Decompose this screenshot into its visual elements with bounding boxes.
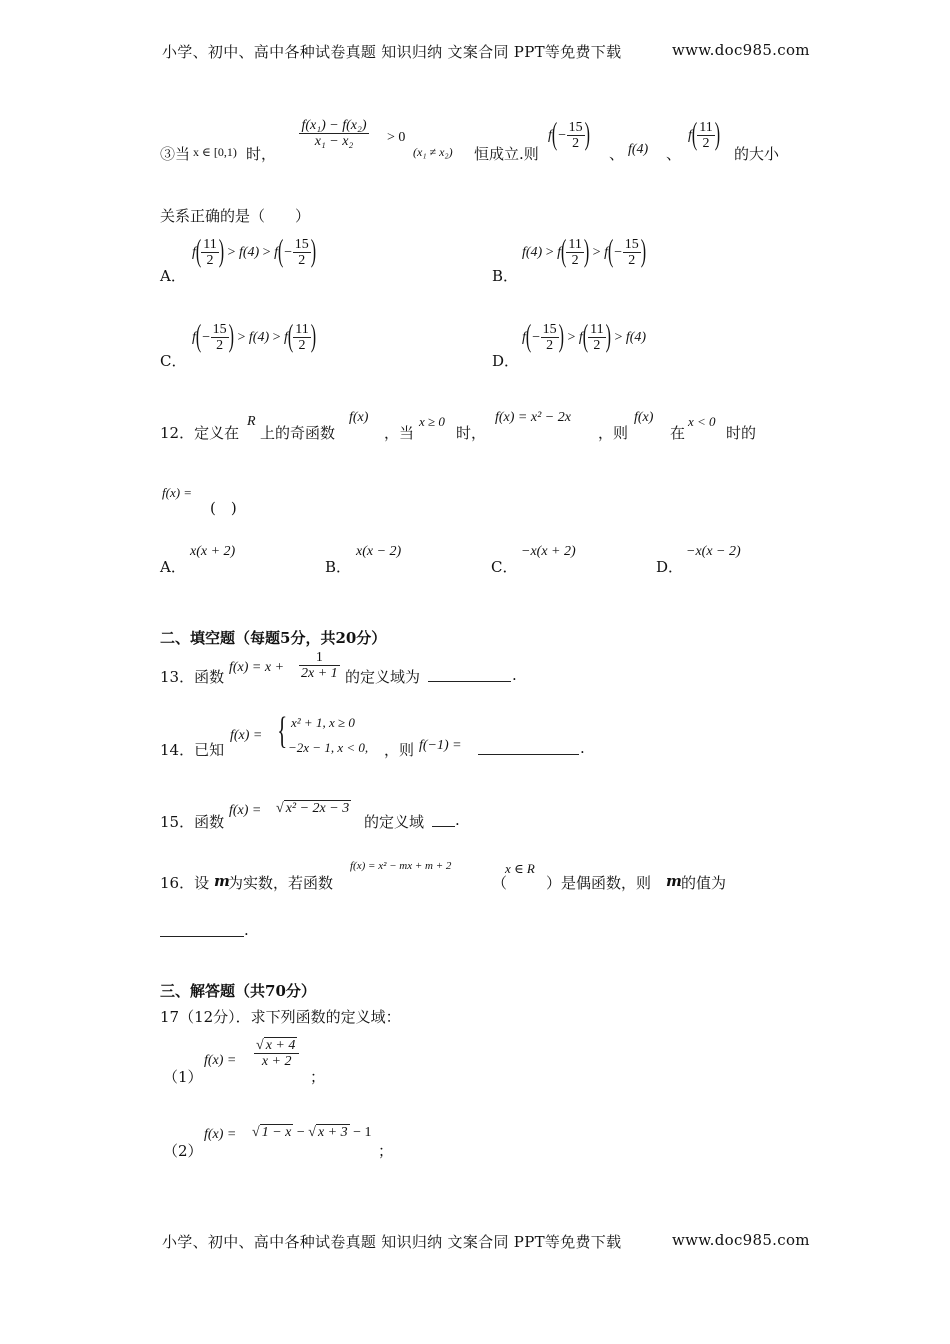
- q12-t1: 上的奇函数: [260, 424, 336, 442]
- q12-opt-b-label[interactable]: B．: [325, 558, 352, 576]
- d2: 2: [298, 338, 306, 354]
- q11-opt-b-label[interactable]: B．: [492, 267, 519, 285]
- q17-p2-label: （2）: [163, 1142, 203, 1160]
- q16-lp: （: [492, 874, 508, 892]
- q16-domain: x ∈ R: [505, 861, 535, 876]
- d2: 2: [216, 338, 224, 354]
- q14-ask: f(−1) =: [419, 738, 462, 753]
- q11-opt-a-label[interactable]: A．: [160, 267, 186, 285]
- q11-circled: ③当: [160, 145, 191, 163]
- n15: 15: [294, 237, 309, 252]
- q15-radicand: x² − 2x − 3: [285, 801, 350, 816]
- q11-opt-a[interactable]: f( $\frac{11}{2}$ ) > f(4) > f(− $\frac{15}{2}$ ): [192, 234, 317, 269]
- q17-p2-tail: − 1: [353, 1125, 372, 1140]
- q12-opt-c[interactable]: −x(x + 2): [521, 544, 576, 559]
- q13-fx: f(x) = x +: [229, 660, 285, 675]
- q12-fx2: f(x): [634, 410, 654, 425]
- n11: 11: [590, 322, 604, 337]
- q12-t3: 时，: [456, 424, 487, 442]
- q17-p1-fx: f(x) =: [204, 1053, 237, 1068]
- q13-frac: [299, 650, 340, 682]
- q13-tail: 的定义域为: [345, 668, 421, 686]
- q11-tail: 的大小: [734, 145, 780, 163]
- q12-opt-a[interactable]: x(x + 2): [190, 544, 236, 559]
- q17-p1-frac: $\frac{√ x + 4}{x + 2}$: [254, 1038, 299, 1070]
- q17-p2-expr: √ 1 − x − √ x + 3 − 1: [252, 1125, 372, 1140]
- d2: 2: [702, 136, 710, 152]
- q15-sqrt: √ x² − 2x − 3: [276, 801, 350, 816]
- q11-expr-1: f(− $\frac{15}{2}$ ): [548, 117, 590, 152]
- q13-num: 13．函数: [160, 668, 225, 686]
- d2: 2: [206, 253, 214, 269]
- n11: 11: [699, 120, 713, 135]
- q12-opt-a-label[interactable]: A．: [160, 558, 186, 576]
- n15: 15: [542, 322, 557, 337]
- q14-brace: {: [277, 710, 288, 752]
- f4: f(4): [238, 245, 260, 261]
- q11-sep1: 、: [609, 145, 625, 163]
- q11-cond: x ∈ [0,1): [193, 145, 237, 159]
- q16-fx: f(x) = x² − mx + m + 2: [350, 860, 452, 872]
- n15: 15: [624, 237, 639, 252]
- q12-t2: ，当: [384, 424, 415, 442]
- q12-t6: 时的: [726, 424, 757, 442]
- q11-expr-3: f( $\frac{11}{2}$ ): [688, 117, 721, 152]
- q11-gt0: > 0: [387, 130, 406, 145]
- q17-p2-minus: −: [296, 1125, 305, 1140]
- q12-num: 12．定义在: [160, 424, 240, 442]
- d2: 2: [572, 136, 580, 152]
- q11-frac-den: x₁ − x₂: [314, 134, 354, 150]
- q11-when: 时，: [246, 145, 277, 163]
- q17-title: 17（12分）．求下列函数的定义域：: [160, 1008, 401, 1026]
- q13-blank[interactable]: [428, 668, 511, 682]
- q11-frac: [284, 118, 384, 150]
- n11: 11: [203, 237, 217, 252]
- f4: f(4): [248, 330, 270, 346]
- q16-num: 16．设: [160, 874, 210, 892]
- q16-m2: m: [666, 872, 682, 890]
- q12-expr: f(x) = x² − 2x: [495, 410, 571, 425]
- f4: f(4): [522, 245, 543, 261]
- q11-ne: (x₁ ≠ x₂): [413, 145, 453, 159]
- q11-opt-c[interactable]: f(− $\frac{15}{2}$ ) > f(4) > f( $\frac{11}{2}$ ): [192, 319, 317, 354]
- q17-p1-num: x + 4: [265, 1038, 296, 1053]
- header-text: 小学、初中、高中各种试卷真题 知识归纳 文案合同 PPT等免费下载: [162, 43, 622, 61]
- n15: 15: [212, 322, 227, 337]
- q12-cond1: x ≥ 0: [419, 414, 445, 429]
- q14-case1: x² + 1, x ≥ 0: [291, 715, 355, 730]
- q11-f4: f(4): [628, 142, 649, 157]
- q12-opt-c-label[interactable]: C．: [491, 558, 518, 576]
- q17-p1-den: x + 2: [261, 1054, 292, 1070]
- n11: 11: [295, 322, 309, 337]
- q11-opt-b[interactable]: f(4) > f( $\frac{11}{2}$ ) > f(− $\frac{15}{2}$ ): [522, 234, 647, 269]
- q17-p1-end: ；: [310, 1068, 326, 1086]
- footer-text: 小学、初中、高中各种试卷真题 知识归纳 文案合同 PPT等免费下载: [162, 1233, 622, 1251]
- q14-mid: ，则: [384, 741, 415, 759]
- q13-frac-den: 2x + 1: [301, 666, 338, 682]
- q14-fx: f(x) =: [230, 728, 263, 743]
- q12-t4: ，则: [598, 424, 629, 442]
- q14-end: .: [580, 739, 585, 757]
- n15: 15: [568, 120, 583, 135]
- q15-blank[interactable]: [432, 813, 455, 827]
- q13-end: .: [512, 666, 517, 684]
- q14-num: 14．已知: [160, 741, 225, 759]
- q14-blank[interactable]: [478, 741, 579, 755]
- q17-p2-fx: f(x) =: [204, 1127, 237, 1142]
- q16-blank[interactable]: [160, 923, 244, 937]
- q11-opt-d[interactable]: f(− $\frac{15}{2}$ ) > f( $\frac{11}{2}$ ) > f(4): [522, 319, 647, 354]
- q16-m: m: [214, 872, 230, 890]
- q17-p2-end: ；: [378, 1142, 394, 1160]
- d2: 2: [593, 338, 601, 354]
- q17-p2-r1: 1 − x: [261, 1125, 292, 1140]
- q16-t1: 为实数，若函数: [228, 874, 334, 892]
- d2: 2: [298, 253, 306, 269]
- q12-fx: f(x): [349, 410, 369, 425]
- q11-line2: 关系正确的是（ ）: [160, 207, 311, 225]
- d2: 2: [628, 253, 636, 269]
- q13-frac-num: 1: [299, 650, 340, 666]
- q12-cond2: x < 0: [688, 414, 716, 429]
- q16-t2: 的值为: [681, 874, 727, 892]
- q12-t5: 在: [670, 424, 686, 442]
- q12-opt-d-label[interactable]: D．: [656, 558, 684, 576]
- q12-paren: ( ): [210, 499, 237, 517]
- q12-R: R: [247, 414, 256, 429]
- q12-ask: f(x) =: [162, 485, 193, 500]
- q11-opt-d-label[interactable]: D．: [492, 352, 520, 370]
- q15-end: .: [455, 811, 460, 829]
- q17-p1-label: （1）: [163, 1068, 203, 1086]
- q11-opt-c-label[interactable]: C．: [160, 352, 187, 370]
- section2-title: 二、填空题（每题5分，共20分）: [160, 629, 387, 647]
- q15-fx: f(x) =: [229, 803, 262, 818]
- q12-opt-d[interactable]: −x(x − 2): [686, 544, 741, 559]
- q11-sep2: 、: [666, 145, 682, 163]
- q14-case2: −2x − 1, x < 0,: [288, 740, 369, 755]
- d2: 2: [571, 253, 579, 269]
- section3-title: 三、解答题（共70分）: [160, 982, 316, 1000]
- q11-holds: 恒成立.则: [474, 145, 539, 163]
- header-url[interactable]: www.doc985.com: [672, 41, 810, 59]
- q11-frac-num: f(x₁) − f(x₂): [301, 118, 367, 133]
- f4: f(4): [625, 330, 647, 346]
- q12-opt-b[interactable]: x(x − 2): [356, 544, 402, 559]
- q15-tail: 的定义域: [364, 813, 425, 831]
- q16-rp: ）是偶函数，则: [546, 874, 652, 892]
- q17-p2-r2: x + 3: [317, 1125, 348, 1140]
- n11: 11: [568, 237, 582, 252]
- q15-num: 15．函数: [160, 813, 225, 831]
- q16-end: .: [244, 921, 249, 939]
- d2: 2: [546, 338, 554, 354]
- footer-url[interactable]: www.doc985.com: [672, 1231, 810, 1249]
